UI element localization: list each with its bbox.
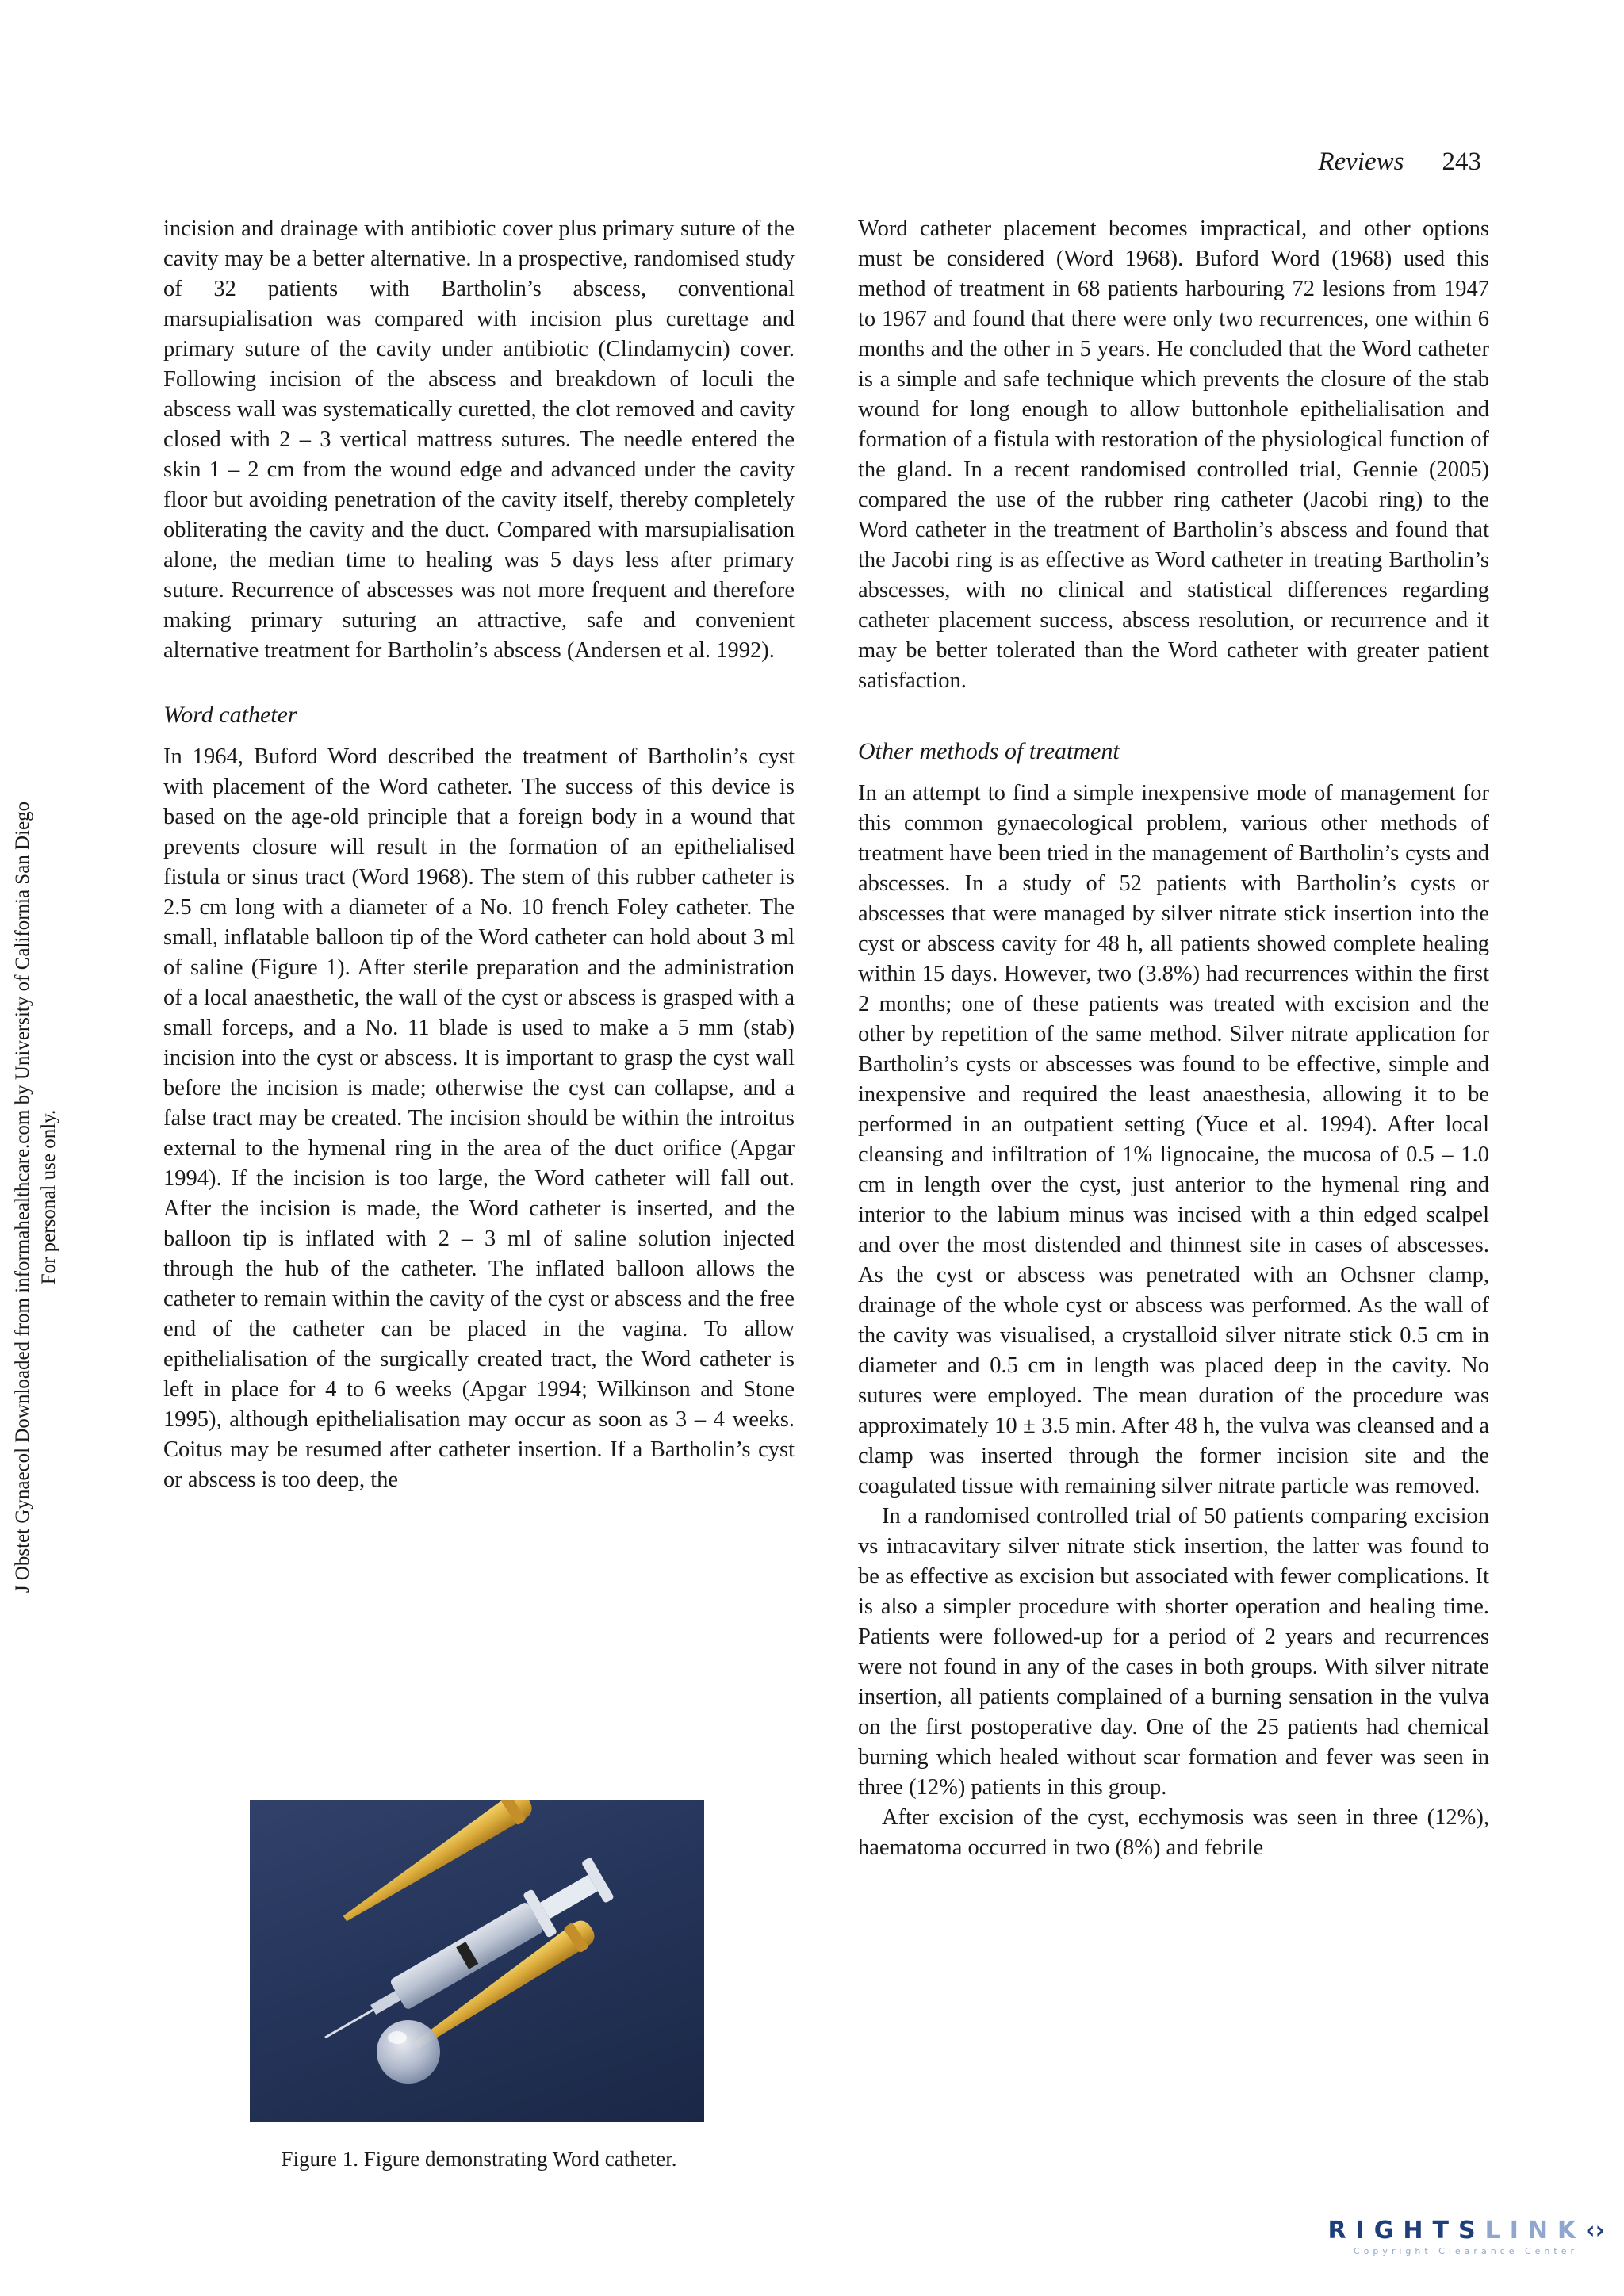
upper-catheter	[336, 1800, 537, 1932]
figure-caption: Figure 1. Figure demonstrating Word catheter.	[281, 2147, 677, 2171]
left-column	[163, 214, 795, 1495]
inflated-balloon-tip	[377, 2020, 440, 2084]
word-catheter-illustration	[250, 1800, 704, 2122]
header-section-title: Reviews	[1318, 147, 1404, 176]
left-paragraph-1: incision and drainage with antibiotic cover plus primary suture of the cavity may be a better alternative. In a prospective, randomised study of 32 patients with Bartholin’s abscess, conventional marsupialisation was compared with incision plus curettage and primary suture of the cavity under antibiotic (Clindamycin) cover. Following incision of the abscess and breakdown of loculi the abscess wall was systematically curetted, the clot removed and cavity closed with 2 – 3 vertical mattress sutures. The needle entered the skin 1 – 2 cm from the wound edge and advanced under the cavity floor but avoiding penetration of the cavity itself, thereby completely obliterating the cavity and the duct. Compared with marsupialisation alone, the median time to healing was 5 days less after primary suture. Recurrence of abscesses was not more frequent and therefore making primary suturing an attractive, safe and convenient alternative treatment for Bartholin’s abscess (Andersen et al. 1992).	[163, 216, 795, 663]
right-paragraph-4: After excision of the cyst, ecchymosis was seen in three (12%), haematoma occurred in two (8%) and febrile	[858, 1805, 1489, 1860]
syringe	[312, 1855, 615, 2059]
rightslink-arrows-icon: ‹›	[1585, 2217, 1605, 2244]
rightslink-logo[interactable]	[1272, 2217, 1605, 2256]
right-column	[858, 214, 1489, 1863]
rightslink-brand: RIGHTSLINK	[1327, 2217, 1586, 2244]
watermark-line-2: For personal use only.	[38, 1109, 59, 1285]
watermark-line-1: J Obstet Gynaecol Downloaded from informahealthcare.com by University of California San Diego	[12, 801, 33, 1594]
section-heading-word-catheter: Word catheter	[163, 702, 297, 728]
download-watermark	[0, 714, 71, 1681]
figure-word-catheter-photo	[250, 1800, 704, 2122]
section-heading-other-methods: Other methods of treatment	[858, 738, 1120, 764]
running-header	[1318, 147, 1481, 177]
download-watermark-text	[10, 682, 62, 1712]
right-paragraph-2: In an attempt to find a simple inexpensive mode of management for this common gynaecological problem, various other methods of treatment have been tried in the management of Bartholin’s cysts and abscesses. In a study of 52 patients with Bartholin’s cysts or abscesses that were managed by silver nitrate stick insertion into the cyst or abscess cavity for 48 h, all patients showed complete healing within 15 days. However, two (3.8%) had recurrences within the first 2 months; one of these patients was treated with excision and the other by repetition of the same method. Silver nitrate application for Bartholin’s cysts or abscesses was found to be effective, simple and inexpensive and required the least anaesthesia, allowing it to be performed in an outpatient setting (Yuce et al. 1994). After local cleansing and infiltration of 1% lignocaine, the mucosa of 0.5 – 1.0 cm in length over the cyst, just anterior to the hymenal ring and interior to the labium minus was incised with a thin edged scalpel and over the most distended and thinnest site in cases of abscesses. As the cyst or abscess was penetrated with an Ochsner clamp, drainage of the whole cyst or abscess was performed. As the wall of the cavity was visualised, a crystalloid silver nitrate stick 0.5 cm in diameter and 0.5 cm in length was placed deep in the cavity. No sutures were employed. The mean duration of the procedure was approximately 10 ± 3.5 min. After 48 h, the vulva was cleansed and a clamp was inserted through the former incision site and the coagulated tissue with remaining silver nitrate particle was removed.	[858, 781, 1489, 1498]
rightslink-tagline: Copyright Clearance Center	[1353, 2246, 1578, 2256]
left-paragraph-2: In 1964, Buford Word described the treatment of Bartholin’s cyst with placement of the Word catheter. The success of this device is based on the age-old principle that a foreign body in a wound that prevents closure will result in the formation of an epithelialised fistula or sinus tract (Word 1968). The stem of this rubber catheter is 2.5 cm long with a diameter of a No. 10 french Foley catheter. The small, inflatable balloon tip of the Word catheter can hold about 3 ml of saline (Figure 1). After sterile preparation and the administration of a local anaesthetic, the wall of the cyst or abscess is grasped with a small forceps, and a No. 11 blade is used to make a 5 mm (stab) incision into the cyst or abscess. It is important to grasp the cyst wall before the incision is made; otherwise the cyst can collapse, and a false tract may be created. The incision should be within the introitus external to the hymenal ring in the area of the duct orifice (Apgar 1994). If the incision is too large, the Word catheter will fall out. After the incision is made, the Word catheter is inserted, and the balloon tip is inflated with 2 – 3 ml of saline solution injected through the hub of the catheter. The inflated balloon allows the catheter to remain within the cavity of the cyst or abscess and the free end of the catheter can be placed in the vagina. To allow epithelialisation of the surgically created tract, the Word catheter is left in place for 4 to 6 weeks (Apgar 1994; Wilkinson and Stone 1995), although epithelialisation may occur as soon as 3 – 4 weeks. Coitus may be resumed after catheter insertion. If a Bartholin’s cyst or abscess is too deep, the	[163, 744, 795, 1492]
page-number: 243	[1442, 147, 1481, 176]
right-paragraph-1: Word catheter placement becomes impractical, and other options must be considered (Word 1968). Buford Word (1968) used this method of treatment in 68 patients harbouring 72 lesions from 1947 to 1967 and found that there were only two recurrences, one within 6 months and the other in 5 years. He concluded that the Word catheter is a simple and safe technique which prevents the closure of the stab wound for long enough to allow buttonhole epithelialisation and formation of a fistula with restoration of the physiological function of the gland. In a recent randomised controlled trial, Gennie (2005) compared the use of the rubber ring catheter (Jacobi ring) to the Word catheter in the treatment of Bartholin’s abscess and found that the Jacobi ring is as effective as Word catheter in treating Bartholin’s abscesses, with no clinical and statistical differences regarding catheter placement success, abscess resolution, or recurrence and it may be better tolerated than the Word catheter with greater patient satisfaction.	[858, 216, 1489, 693]
right-paragraph-3: In a randomised controlled trial of 50 patients comparing excision vs intracavitary silver nitrate stick insertion, the latter was found to be as effective as excision but associated with fewer complications. It is also a simpler procedure with shorter operation and healing time. Patients were followed-up for a period of 2 years and recurrences were not found in any of the cases in both groups. With silver nitrate insertion, all patients complained of a burning sensation in the vulva on the first postoperative day. One of the 25 patients had chemical burning which healed without scar formation and fever was seen in three (12%) patients in this group.	[858, 1504, 1489, 1800]
